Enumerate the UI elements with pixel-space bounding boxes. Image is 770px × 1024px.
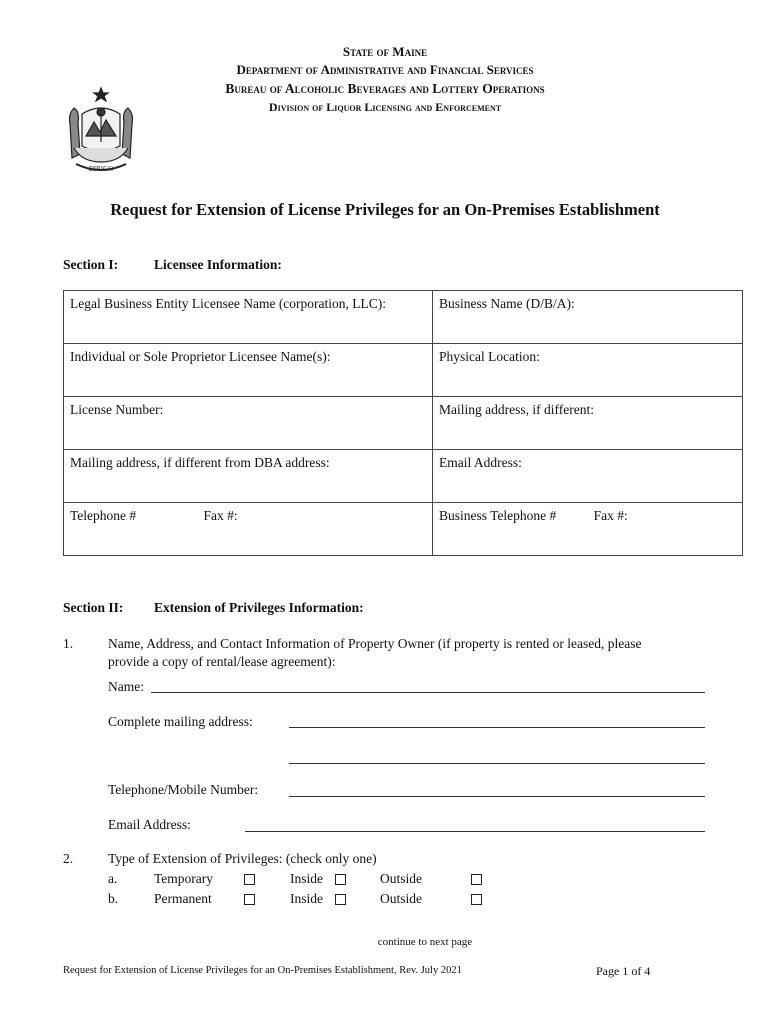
option-b-inside: Inside bbox=[290, 891, 323, 906]
section1-heading: Licensee Information: bbox=[154, 257, 282, 272]
business-fax-label: Fax #: bbox=[593, 508, 628, 523]
seal-motto: DIRIGO bbox=[88, 165, 114, 173]
table-row bbox=[64, 397, 743, 450]
header-department: Department of Administrative and Financial Services bbox=[236, 62, 534, 77]
business-telephone-fax-field[interactable] bbox=[433, 503, 743, 556]
option-b-outside: Outside bbox=[380, 891, 422, 906]
individual-licensee-name-field[interactable]: Individual or Sole Proprietor Licensee Name(s): bbox=[64, 344, 433, 397]
permanent-checkbox[interactable] bbox=[244, 894, 255, 905]
option-a-inside: Inside bbox=[290, 871, 323, 886]
permanent-outside-checkbox[interactable] bbox=[471, 894, 482, 905]
owner-phone-label: Telephone/Mobile Number: bbox=[108, 782, 259, 797]
option-a-letter: a. bbox=[108, 871, 118, 886]
item1-text-line2: provide a copy of rental/lease agreement): bbox=[108, 654, 336, 669]
option-b-letter: b. bbox=[108, 891, 119, 906]
owner-email-label: Email Address: bbox=[108, 817, 191, 832]
section1-number: Section I: bbox=[63, 257, 119, 272]
continue-note: continue to next page bbox=[377, 936, 473, 948]
telephone-fax-field[interactable] bbox=[64, 503, 433, 556]
option-a-type: Temporary bbox=[154, 871, 214, 886]
table-row bbox=[64, 291, 743, 344]
option-a-outside: Outside bbox=[380, 871, 422, 886]
owner-phone-input[interactable] bbox=[289, 796, 705, 797]
owner-email-input[interactable] bbox=[245, 831, 705, 832]
mailing-address-dba-field[interactable]: Mailing address, if different from DBA address: bbox=[64, 450, 433, 503]
business-name-field[interactable]: Business Name (D/B/A): bbox=[433, 291, 743, 344]
temporary-outside-checkbox[interactable] bbox=[471, 874, 482, 885]
telephone-label: Telephone # bbox=[70, 508, 137, 523]
fax-label: Fax #: bbox=[203, 508, 238, 523]
option-b-type: Permanent bbox=[154, 891, 212, 906]
maine-seal-icon bbox=[62, 84, 140, 176]
footer-form-name: Request for Extension of License Privileges for an On-Premises Establishment, Rev. July 2021 bbox=[63, 965, 462, 976]
physical-location-field[interactable]: Physical Location: bbox=[433, 344, 743, 397]
owner-name-input[interactable] bbox=[151, 692, 705, 693]
section2-number: Section II: bbox=[63, 600, 124, 615]
footer-page-number: Page 1 of 4 bbox=[596, 964, 651, 978]
header-bureau: Bureau of Alcoholic Beverages and Lottery Operations bbox=[225, 81, 545, 96]
permanent-inside-checkbox[interactable] bbox=[335, 894, 346, 905]
owner-address-input-line2[interactable] bbox=[289, 763, 705, 764]
license-number-field[interactable]: License Number: bbox=[64, 397, 433, 450]
section2-heading: Extension of Privileges Information: bbox=[154, 600, 364, 615]
temporary-inside-checkbox[interactable] bbox=[335, 874, 346, 885]
item1-number: 1. bbox=[63, 636, 74, 651]
table-row bbox=[64, 344, 743, 397]
item2-text: Type of Extension of Privileges: (check only one) bbox=[108, 851, 377, 866]
table-row bbox=[64, 450, 743, 503]
item2-number: 2. bbox=[63, 851, 74, 866]
owner-name-label: Name: bbox=[108, 679, 144, 694]
business-telephone-label: Business Telephone # bbox=[439, 508, 557, 523]
item1-text-line1: Name, Address, and Contact Information of Property Owner (if property is rented or leased, please bbox=[108, 636, 642, 651]
owner-address-input-line1[interactable] bbox=[289, 727, 705, 728]
owner-address-label: Complete mailing address: bbox=[108, 714, 253, 729]
mailing-address-field[interactable]: Mailing address, if different: bbox=[433, 397, 743, 450]
licensee-info-table bbox=[63, 290, 743, 556]
temporary-checkbox[interactable] bbox=[244, 874, 255, 885]
email-address-field[interactable]: Email Address: bbox=[433, 450, 743, 503]
header-division: Division of Liquor Licensing and Enforcement bbox=[268, 100, 502, 114]
header-state: State of Maine bbox=[342, 44, 428, 59]
table-row bbox=[64, 503, 743, 556]
form-title: Request for Extension of License Privileges for an On-Premises Establishment bbox=[110, 200, 660, 219]
legal-entity-name-field[interactable]: Legal Business Entity Licensee Name (corporation, LLC): bbox=[64, 291, 433, 344]
